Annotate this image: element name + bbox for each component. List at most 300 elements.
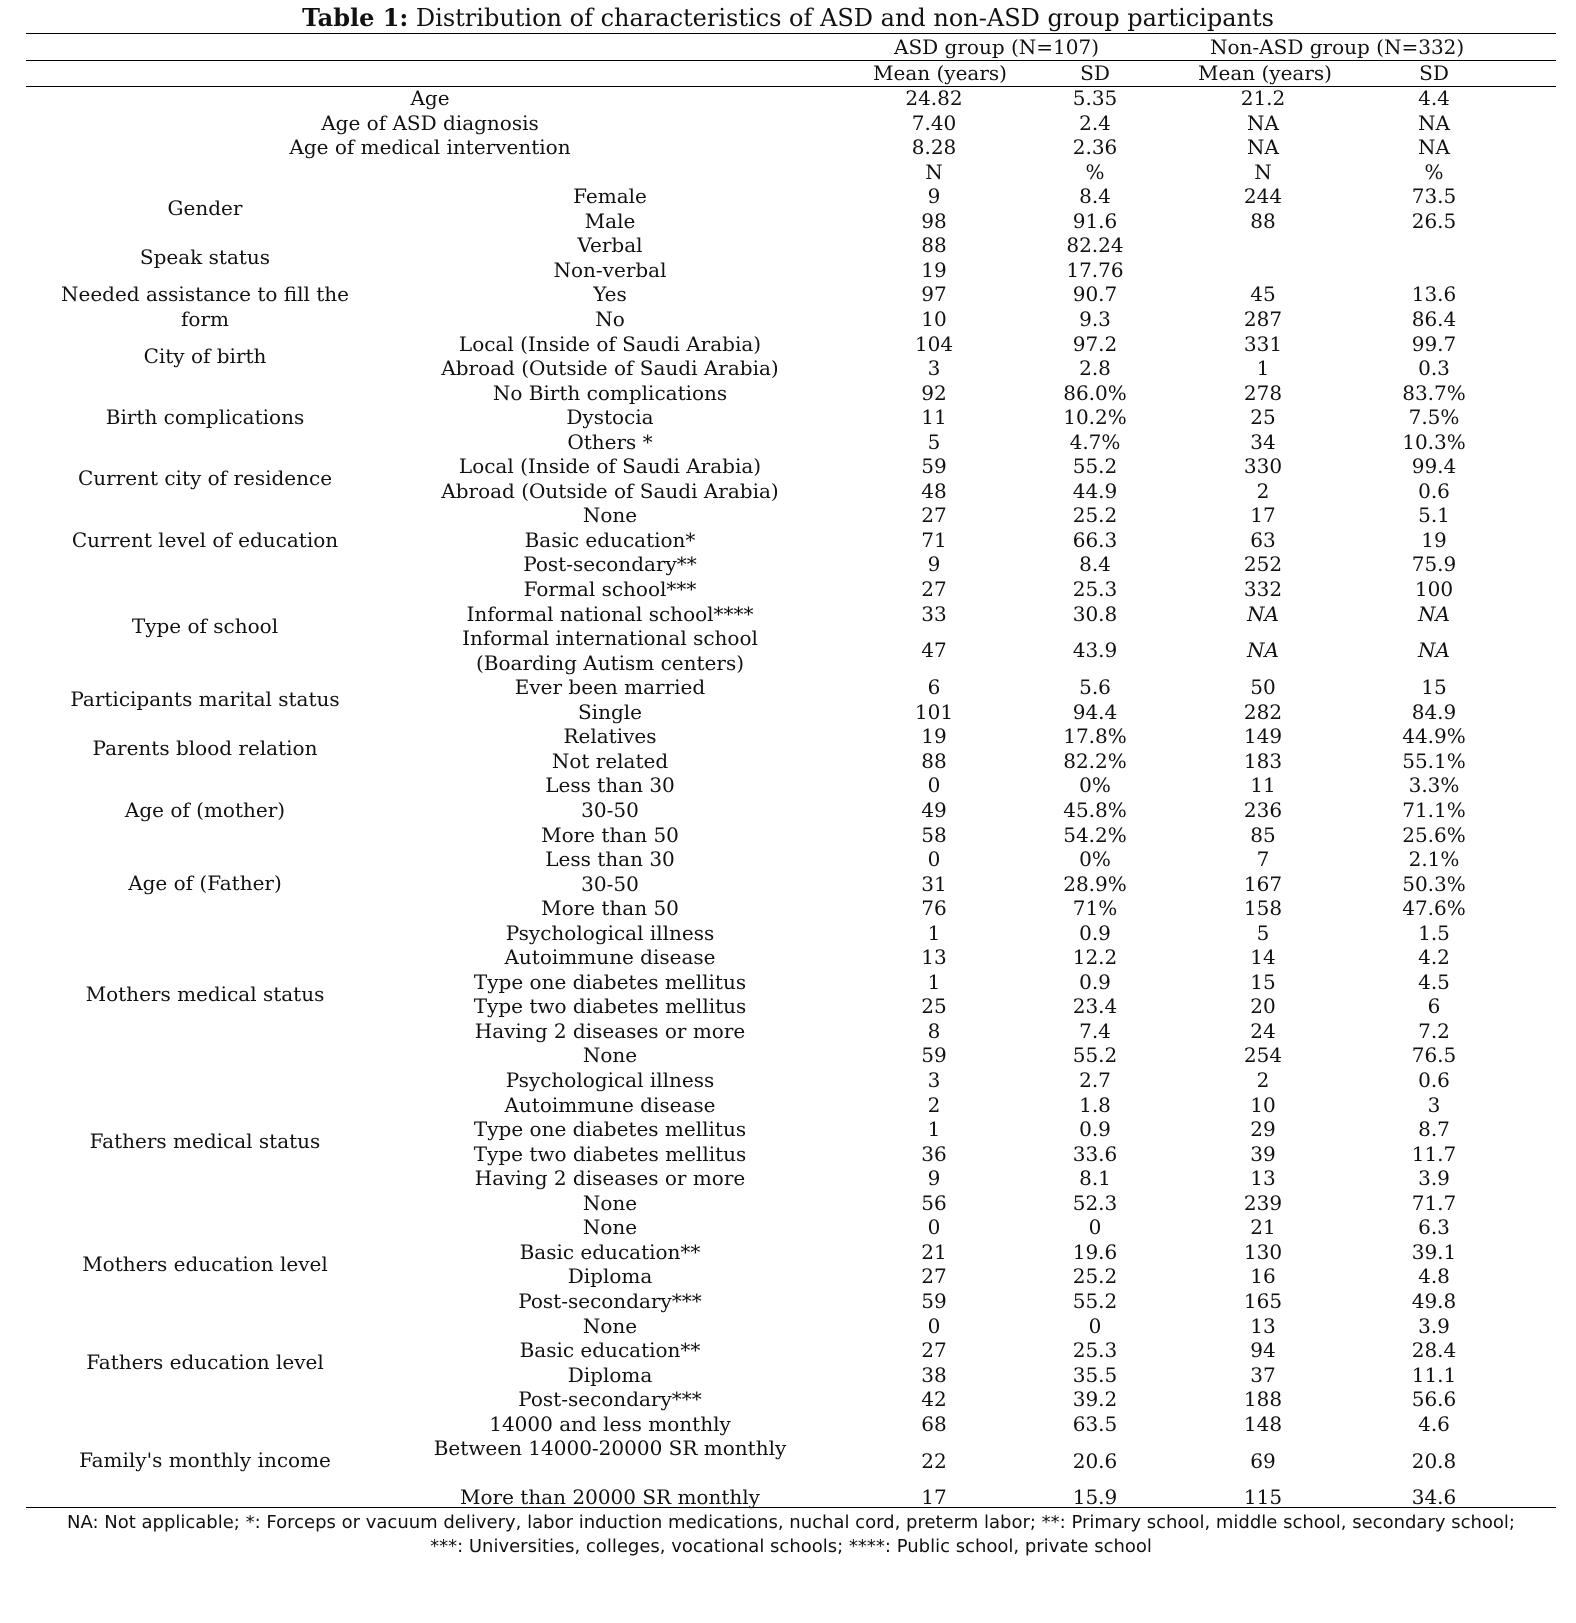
bottom-rule	[26, 1507, 1556, 1508]
cell-asd-a: 0	[927, 773, 941, 798]
cell-non-b: 44.9%	[1402, 724, 1466, 749]
cell-non-b: 5.1	[1418, 503, 1450, 528]
cell-asd-a: 101	[914, 699, 954, 724]
cell-asd-b: 86.0%	[1063, 380, 1127, 405]
cell-non-a: 165	[1243, 1288, 1283, 1313]
cell-asd-a: 38	[921, 1362, 947, 1387]
row-characteristic: Speak status	[139, 245, 271, 270]
row-subcategory: Post-secondary***	[518, 1387, 702, 1412]
cell-asd-b: 0%	[1079, 773, 1111, 798]
cell-non-a: NA	[1247, 135, 1279, 160]
cell-non-a: 332	[1243, 577, 1283, 601]
cell-non-b: 7.2	[1418, 1018, 1450, 1043]
row-subcategory: Autoimmune disease	[504, 945, 716, 970]
cell-asd-a: 6	[927, 675, 941, 700]
row-subcategory: None	[582, 503, 638, 528]
cell-asd-a: 47	[921, 638, 947, 663]
cell-non-a: 15	[1250, 969, 1276, 994]
cell-non-b: 99.7	[1411, 331, 1457, 356]
cell-non-a: 34	[1250, 429, 1276, 454]
cell-asd-a: 24.82	[905, 86, 963, 110]
cell-asd-b: 7.4	[1079, 1018, 1111, 1043]
cell-non-a: 130	[1243, 1239, 1283, 1264]
cell-non-b: 26.5	[1411, 208, 1457, 233]
row-subcategory: Psychological illness	[505, 1068, 715, 1092]
row-subcategory: None	[582, 1313, 638, 1338]
cell-asd-a: 56	[921, 1190, 947, 1215]
cell-asd-a: 33	[921, 601, 947, 626]
cell-asd-b: 63.5	[1072, 1411, 1118, 1436]
cell-asd-b: 28.9%	[1063, 871, 1127, 896]
cell-asd-b: 71%	[1072, 896, 1118, 921]
footnote-line-2: ***: Universities, colleges, vocational schools; ****: Public school, private school	[430, 1536, 1152, 1557]
cell-asd-b: 94.4	[1072, 699, 1118, 724]
row-subcategory: Informal national school****	[466, 601, 754, 626]
cell-asd-b: 30.8	[1072, 601, 1118, 626]
cell-asd-a: 49	[921, 797, 947, 822]
cell-non-b: 3.9	[1418, 1166, 1450, 1191]
cell-non-a: 16	[1250, 1264, 1276, 1289]
cell-asd-a: 27	[921, 1264, 947, 1289]
cell-asd-a: 59	[921, 1043, 947, 1068]
cell-non-b: 0.6	[1418, 478, 1450, 503]
cell-non-a: 21	[1250, 1215, 1276, 1240]
row-characteristic: Mothers education level	[82, 1251, 328, 1276]
cell-non-a	[1203, 233, 1323, 258]
cell-non-a: 63	[1250, 527, 1276, 552]
cell-non-b: 0.6	[1418, 1068, 1450, 1092]
cell-asd-b: 5.6	[1079, 675, 1111, 700]
cell-non-a: 236	[1243, 797, 1283, 822]
cell-asd-a: 27	[921, 503, 947, 528]
row-characteristic: Age of (mother)	[124, 797, 286, 822]
cell-non-b: 83.7%	[1402, 380, 1466, 405]
cell-asd-b: 97.2	[1072, 331, 1118, 356]
cell-asd-b: 54.2%	[1063, 822, 1127, 847]
cell-non-b: 49.8	[1411, 1288, 1457, 1313]
cell-asd-a: 2	[927, 1092, 941, 1117]
cell-non-a: 69	[1250, 1448, 1276, 1473]
cell-asd-b: 0%	[1079, 847, 1111, 872]
cell-non-b: 4.8	[1418, 1264, 1450, 1289]
row-subcategory: Type one diabetes mellitus	[473, 1117, 747, 1142]
cell-asd-a: 17	[921, 1485, 947, 1510]
cell-asd-a: 25	[921, 994, 947, 1019]
cell-non-b: 73.5	[1411, 184, 1457, 209]
cell-asd-b: 0	[1088, 1313, 1102, 1338]
row-subcategory: Type one diabetes mellitus	[473, 969, 747, 994]
row-subcategory: Post-secondary**	[523, 552, 697, 577]
cell-asd-b: 39.2	[1072, 1387, 1118, 1412]
cell-non-a: N	[1254, 159, 1272, 184]
cell-non-a: 45	[1250, 282, 1276, 307]
row-characteristic: Birth complications	[105, 404, 305, 429]
row-subcategory: Diploma	[567, 1264, 653, 1289]
row-subcategory: Dystocia	[566, 405, 654, 430]
cell-non-b: 15	[1421, 675, 1447, 700]
cell-non-b: 50.3%	[1402, 871, 1466, 896]
cell-non-b: NA	[1418, 135, 1450, 160]
row-subcategory: Type two diabetes mellitus	[473, 994, 747, 1019]
cell-non-a	[1203, 258, 1323, 283]
cell-asd-b: 8.4	[1079, 184, 1111, 209]
cell-non-b: 76.5	[1411, 1043, 1457, 1068]
cell-asd-b: 45.8%	[1063, 797, 1127, 822]
cell-non-a: 85	[1250, 822, 1276, 847]
row-characteristic: Current level of education	[71, 527, 339, 552]
cell-asd-b: 55.2	[1072, 454, 1118, 479]
cell-asd-a: 104	[914, 331, 954, 356]
cell-asd-a: 1	[927, 920, 941, 945]
cell-asd-a: 98	[921, 208, 947, 233]
row-subcategory: Male	[584, 208, 636, 233]
cell-non-a: 183	[1243, 748, 1283, 773]
cell-non-a: 29	[1250, 1117, 1276, 1142]
cell-non-a: NA	[1247, 638, 1279, 663]
cell-non-b: 86.4	[1411, 306, 1457, 331]
cell-asd-b: 20.6	[1072, 1448, 1118, 1473]
row-subcategory: Ever been married	[514, 675, 706, 700]
cell-non-b: 47.6%	[1402, 896, 1466, 921]
row-subcategory: Less than 30	[545, 847, 675, 872]
cell-asd-b: 25.3	[1072, 1338, 1118, 1363]
cell-non-b: 7.5%	[1408, 405, 1460, 430]
row-subcategory: Yes	[593, 282, 627, 307]
cell-non-a: 7	[1256, 847, 1270, 872]
cell-asd-a: 8.28	[911, 135, 957, 160]
cell-asd-b: 12.2	[1072, 945, 1118, 970]
cell-non-b: 28.4	[1411, 1338, 1457, 1363]
row-subcategory: Not related	[551, 748, 669, 773]
cell-asd-a: 59	[921, 1288, 947, 1313]
cell-asd-b: 19.6	[1072, 1239, 1118, 1264]
row-characteristic: Needed assistance to fill the form	[61, 281, 349, 331]
non-asd-sd-header: SD	[1419, 61, 1449, 85]
cell-asd-b: 4.7%	[1069, 429, 1121, 454]
cell-non-b: 19	[1421, 527, 1447, 552]
cell-non-a: 2	[1256, 478, 1270, 503]
cell-asd-b: 2.7	[1079, 1068, 1111, 1092]
row-subcategory: None	[582, 1190, 638, 1215]
cell-non-b: 11.7	[1411, 1141, 1457, 1166]
cell-non-b: NA	[1418, 638, 1450, 663]
cell-asd-a: 7.40	[911, 110, 957, 135]
row-subcategory: Psychological illness	[505, 920, 715, 945]
row-subcategory: Having 2 diseases or more	[474, 1018, 746, 1043]
cell-non-a: 50	[1250, 675, 1276, 700]
cell-asd-b: 0	[1088, 1215, 1102, 1240]
row-subcategory: Less than 30	[545, 773, 675, 798]
cell-asd-a: 3	[927, 1068, 941, 1092]
cell-asd-a: 19	[921, 257, 947, 282]
cell-non-a: 331	[1243, 331, 1283, 356]
cell-asd-a: 8	[927, 1018, 941, 1043]
row-subcategory: Abroad (Outside of Saudi Arabia)	[441, 478, 779, 503]
cell-asd-b: 43.9	[1072, 638, 1118, 663]
table-title-label: Table 1:	[302, 3, 409, 32]
cell-non-b: 4.4	[1418, 86, 1450, 110]
cell-asd-a: 0	[927, 1215, 941, 1240]
cell-non-a: 25	[1250, 405, 1276, 430]
row-subcategory: Informal international school (Boarding Autism centers)	[462, 626, 758, 676]
row-subcategory: Single	[577, 699, 642, 724]
row-characteristic: Age of medical intervention	[289, 135, 571, 160]
cell-non-a: 278	[1243, 380, 1283, 405]
cell-non-a: 21.2	[1240, 86, 1286, 110]
cell-non-a: 330	[1243, 454, 1283, 479]
cell-asd-b: 1.8	[1079, 1092, 1111, 1117]
row-subcategory: Basic education**	[519, 1239, 701, 1264]
cell-non-b: 4.6	[1418, 1411, 1450, 1436]
cell-non-b: 71.7	[1411, 1190, 1457, 1215]
cell-asd-b: 17.76	[1066, 257, 1124, 282]
cell-asd-b: 23.4	[1072, 994, 1118, 1019]
row-subcategory: No Birth complications	[492, 380, 728, 405]
row-subcategory: Between 14000-20000 SR monthly	[433, 1436, 787, 1461]
asd-sd-header: SD	[1080, 61, 1110, 85]
cell-asd-a: 27	[921, 577, 947, 601]
cell-non-a: 149	[1243, 724, 1283, 749]
row-subcategory: None	[582, 1215, 638, 1240]
row-characteristic: City of birth	[143, 343, 267, 368]
cell-non-b: 6.3	[1418, 1215, 1450, 1240]
cell-non-a: 13	[1250, 1313, 1276, 1338]
non-asd-mean-header: Mean (years)	[1198, 61, 1332, 85]
cell-asd-b: 0.9	[1079, 920, 1111, 945]
cell-non-b: 84.9	[1411, 699, 1457, 724]
row-subcategory: Relatives	[563, 724, 657, 749]
cell-non-b: NA	[1418, 601, 1450, 626]
cell-asd-a: 59	[921, 454, 947, 479]
cell-asd-a: 21	[921, 1239, 947, 1264]
row-subcategory: Non-verbal	[553, 257, 667, 282]
cell-asd-a: 10	[921, 306, 947, 331]
row-characteristic: Gender	[167, 196, 243, 221]
cell-non-a: 20	[1250, 994, 1276, 1019]
cell-asd-a: 9	[927, 552, 941, 577]
cell-asd-a: 9	[927, 184, 941, 209]
row-subcategory: Basic education**	[519, 1338, 701, 1363]
row-subcategory: Having 2 diseases or more	[474, 1166, 746, 1191]
cell-non-a: 94	[1250, 1338, 1276, 1363]
cell-non-b: 100	[1414, 577, 1454, 601]
cell-non-a: 287	[1243, 306, 1283, 331]
row-subcategory: Basic education*	[524, 527, 696, 552]
row-subcategory: Local (Inside of Saudi Arabia)	[458, 331, 762, 356]
cell-non-a: 88	[1250, 208, 1276, 233]
cell-non-b	[1374, 258, 1494, 283]
row-subcategory: Post-secondary***	[518, 1288, 702, 1313]
cell-asd-a: 36	[921, 1141, 947, 1166]
row-subcategory: Diploma	[567, 1362, 653, 1387]
cell-non-a: 17	[1250, 503, 1276, 528]
cell-non-b: 3	[1427, 1092, 1441, 1117]
cell-non-b: NA	[1418, 110, 1450, 135]
cell-asd-b: 55.2	[1072, 1288, 1118, 1313]
cell-asd-b: 2.4	[1079, 110, 1111, 135]
cell-non-b: 20.8	[1411, 1448, 1457, 1473]
cell-non-a: 115	[1243, 1485, 1283, 1510]
cell-non-a: 148	[1243, 1411, 1283, 1436]
cell-asd-b: 15.9	[1072, 1485, 1118, 1510]
footnote-line-1: NA: Not applicable; *: Forceps or vacuum delivery, labor induction medications, nuchal cord, preterm labor; **: Primary school, middle school, secondary school;	[66, 1512, 1515, 1533]
row-characteristic: Fathers education level	[86, 1350, 324, 1375]
cell-asd-a: 19	[921, 724, 947, 749]
row-subcategory: Others *	[567, 429, 653, 454]
cell-non-a: 39	[1250, 1141, 1276, 1166]
row-characteristic: Mothers medical status	[85, 981, 325, 1006]
row-subcategory: Formal school***	[523, 577, 697, 601]
cell-non-a: 254	[1243, 1043, 1283, 1068]
row-subcategory: No	[595, 306, 625, 331]
cell-non-a: 2	[1256, 1068, 1270, 1092]
cell-non-b: %	[1424, 159, 1444, 184]
row-characteristic: Fathers medical status	[89, 1129, 321, 1154]
cell-non-b: 4.2	[1418, 945, 1450, 970]
row-characteristic: Participants marital status	[70, 687, 340, 712]
cell-asd-a: 48	[921, 478, 947, 503]
cell-asd-a: 1	[927, 969, 941, 994]
cell-non-a: 13	[1250, 1166, 1276, 1191]
cell-asd-b: 8.4	[1079, 552, 1111, 577]
cell-asd-b: 35.5	[1072, 1362, 1118, 1387]
cell-asd-a: 0	[927, 1313, 941, 1338]
cell-asd-a: 92	[921, 380, 947, 405]
cell-non-b: 0.3	[1418, 356, 1450, 381]
cell-non-a: 14	[1250, 945, 1276, 970]
row-characteristic: Age of ASD diagnosis	[321, 110, 539, 135]
cell-non-b: 6	[1427, 994, 1441, 1019]
cell-non-b: 10.3%	[1402, 429, 1466, 454]
cell-asd-a: 76	[921, 896, 947, 921]
cell-non-b: 2.1%	[1408, 847, 1460, 872]
row-subcategory: More than 20000 SR monthly	[460, 1485, 760, 1510]
row-subcategory: More than 50	[541, 896, 679, 921]
cell-non-b	[1374, 233, 1494, 258]
row-characteristic: Age	[410, 86, 450, 110]
row-characteristic: Current city of residence	[77, 466, 333, 491]
cell-asd-b: 2.8	[1079, 356, 1111, 381]
row-characteristic: Age of (Father)	[128, 871, 282, 896]
cell-asd-a: 1	[927, 1117, 941, 1142]
cell-asd-b: 82.2%	[1063, 748, 1127, 773]
cell-asd-a: 3	[927, 356, 941, 381]
cell-non-b: 4.5	[1418, 969, 1450, 994]
cell-non-b: 11.1	[1411, 1362, 1457, 1387]
row-characteristic: Type of school	[131, 613, 279, 638]
cell-non-b: 3.3%	[1408, 773, 1460, 798]
cell-asd-b: %	[1085, 159, 1105, 184]
cell-non-a: 167	[1243, 871, 1283, 896]
cell-asd-a: 22	[921, 1448, 947, 1473]
cell-non-b: 99.4	[1411, 454, 1457, 479]
cell-asd-b: 90.7	[1072, 282, 1118, 307]
row-subcategory: Local (Inside of Saudi Arabia)	[458, 454, 762, 479]
row-subcategory: Type two diabetes mellitus	[473, 1141, 747, 1166]
cell-asd-a: 88	[921, 748, 947, 773]
cell-non-a: 5	[1256, 920, 1270, 945]
cell-non-b: 55.1%	[1402, 748, 1466, 773]
cell-asd-b: 55.2	[1072, 1043, 1118, 1068]
cell-asd-b: 0.9	[1079, 1117, 1111, 1142]
cell-asd-b: 66.3	[1072, 527, 1118, 552]
cell-non-b: 34.6	[1411, 1485, 1457, 1510]
cell-asd-a: 97	[921, 282, 947, 307]
cell-asd-b: 44.9	[1072, 478, 1118, 503]
cell-asd-a: 31	[921, 871, 947, 896]
cell-asd-b: 52.3	[1072, 1190, 1118, 1215]
cell-asd-b: 17.8%	[1063, 724, 1127, 749]
row-characteristic: Parents blood relation	[92, 736, 318, 761]
cell-non-b: 25.6%	[1402, 822, 1466, 847]
row-subcategory	[410, 160, 810, 185]
cell-asd-a: 58	[921, 822, 947, 847]
asd-mean-header: Mean (years)	[873, 61, 1007, 85]
table-title-text: Distribution of characteristics of ASD and non-ASD group participants	[415, 4, 1274, 32]
row-subcategory: Verbal	[577, 233, 643, 258]
asd-group-header: ASD group (N=107)	[894, 35, 1100, 59]
cell-non-a: 10	[1250, 1092, 1276, 1117]
cell-asd-a: 88	[921, 233, 947, 258]
cell-non-b: 1.5	[1418, 920, 1450, 945]
non-asd-group-header: Non-ASD group (N=332)	[1210, 35, 1465, 59]
cell-asd-b: 82.24	[1066, 233, 1124, 258]
row-subcategory: Female	[573, 184, 647, 209]
row-subcategory: Autoimmune disease	[504, 1092, 716, 1117]
cell-asd-a: N	[925, 159, 943, 184]
cell-asd-a: 42	[921, 1387, 947, 1412]
cell-non-b: 8.7	[1418, 1117, 1450, 1142]
row-characteristic: Family's monthly income	[79, 1448, 331, 1473]
cell-asd-b: 33.6	[1072, 1141, 1118, 1166]
row-subcategory: None	[582, 1043, 638, 1068]
row-subcategory: Abroad (Outside of Saudi Arabia)	[441, 356, 779, 381]
cell-non-a: 244	[1243, 184, 1283, 209]
cell-non-a: 158	[1243, 896, 1283, 921]
cell-asd-a: 0	[927, 847, 941, 872]
cell-asd-a: 27	[921, 1338, 947, 1363]
cell-non-a: 11	[1250, 773, 1276, 798]
cell-asd-b: 9.3	[1079, 306, 1111, 331]
cell-non-a: 24	[1250, 1018, 1276, 1043]
cell-asd-b: 25.3	[1072, 577, 1118, 601]
cell-asd-a: 11	[921, 405, 947, 430]
row-subcategory: 30-50	[581, 797, 639, 822]
cell-asd-a: 71	[921, 527, 947, 552]
cell-non-b: 39.1	[1411, 1239, 1457, 1264]
cell-asd-b: 10.2%	[1063, 405, 1127, 430]
cell-asd-a: 13	[921, 945, 947, 970]
cell-asd-b: 91.6	[1072, 208, 1118, 233]
cell-non-a: 252	[1243, 552, 1283, 577]
cell-non-a: 1	[1256, 356, 1270, 381]
cell-asd-a: 9	[927, 1166, 941, 1191]
cell-non-a: 239	[1243, 1190, 1283, 1215]
cell-non-a: 188	[1243, 1387, 1283, 1412]
cell-non-b: 75.9	[1411, 552, 1457, 577]
cell-asd-b: 2.36	[1072, 135, 1118, 160]
cell-asd-a: 5	[927, 429, 941, 454]
cell-non-b: 13.6	[1411, 282, 1457, 307]
row-subcategory: 14000 and less monthly	[489, 1411, 731, 1436]
cell-non-a: NA	[1247, 601, 1279, 626]
cell-non-b: 56.6	[1411, 1387, 1457, 1412]
cell-asd-b: 25.2	[1072, 503, 1118, 528]
row-subcategory: More than 50	[541, 822, 679, 847]
cell-non-b: 71.1%	[1402, 797, 1466, 822]
cell-non-b: 3.9	[1418, 1313, 1450, 1338]
cell-asd-b: 0.9	[1079, 969, 1111, 994]
